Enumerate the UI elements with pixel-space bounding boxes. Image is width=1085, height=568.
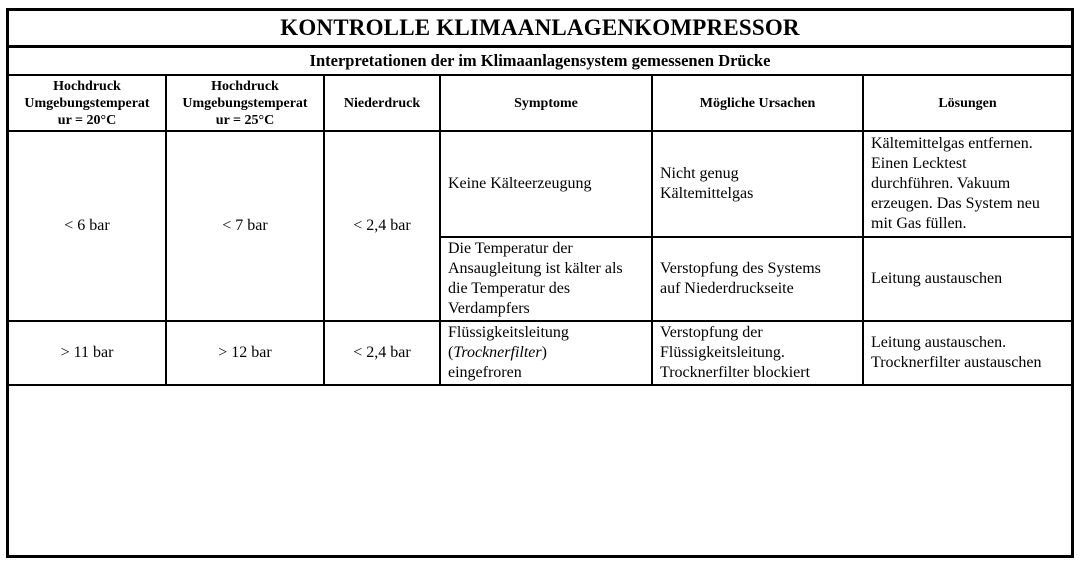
row1b-symptom: Die Temperatur der Ansaugleitung ist kälter als die Temperatur des Verdampfers <box>448 240 623 317</box>
row2-solution: Leitung austauschen. Trocknerfilter austauschen <box>871 334 1042 371</box>
row1b-solution: Leitung austauschen <box>871 270 1003 287</box>
row2-symptom: Flüssigkeitsleitung (Trocknerfilter) eingefroren <box>448 324 569 381</box>
document-title: KONTROLLE KLIMAANLAGENKOMPRESSOR <box>9 11 1071 48</box>
header-hochdruck-25: Hochdruck Umgebungstemperat ur = 25°C <box>182 78 308 128</box>
header-ursachen: Mögliche Ursachen <box>699 95 816 111</box>
document-frame <box>6 8 1074 558</box>
row1-niederdruck: < 2,4 bar <box>353 217 411 234</box>
row1-hochdruck-25: < 7 bar <box>222 217 268 234</box>
row1a-solution: Kältemittelgas entfernen. Einen Lecktest durchführen. Vakuum erzeugen. Das System neu mit Gas füllen. <box>871 135 1040 232</box>
row1a-symptom: Keine Kälteerzeugung <box>448 175 592 192</box>
row1b-cause: Verstopfung des Systems auf Niederdruckseite <box>660 260 821 297</box>
row1a-cause: Nicht genug Kältemittelgas <box>660 165 754 202</box>
header-symptome: Symptome <box>514 95 578 111</box>
row2-cause: Verstopfung der Flüssigkeitsleitung. Trocknerfilter blockiert <box>660 324 811 381</box>
row2-hochdruck-25: > 12 bar <box>218 344 272 361</box>
header-hochdruck-20: Hochdruck Umgebungstemperat ur = 20°C <box>24 78 150 128</box>
table-bottom-line <box>9 384 1071 386</box>
document-subtitle: Interpretationen der im Klimaanlagensystem gemessenen Drücke <box>9 48 1071 76</box>
header-loesungen: Lösungen <box>938 95 997 111</box>
header-niederdruck: Niederdruck <box>343 95 421 111</box>
row2-hochdruck-20: > 11 bar <box>60 344 114 361</box>
row2-niederdruck: < 2,4 bar <box>353 344 411 361</box>
row1-hochdruck-20: < 6 bar <box>64 217 110 234</box>
